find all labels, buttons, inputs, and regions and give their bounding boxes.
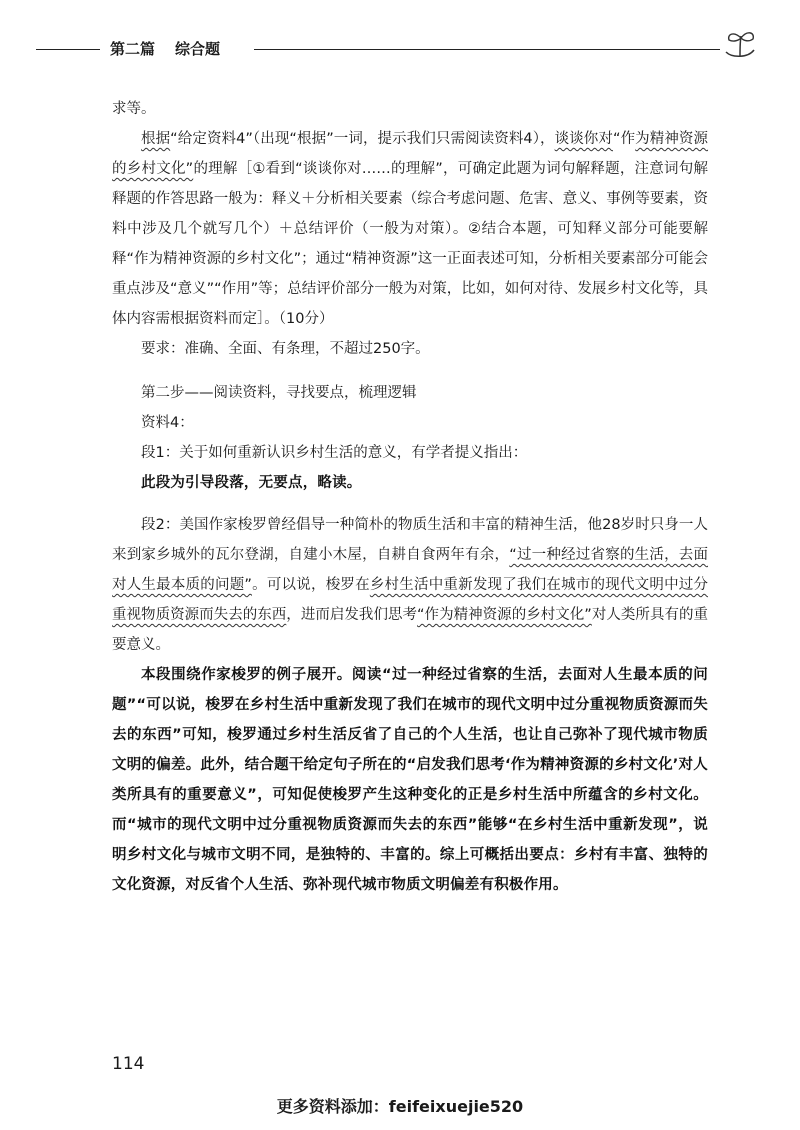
footer-note: 更多资料添加：feifeixuejie520: [276, 1097, 524, 1116]
requirement-paragraph: 要求：准确、全面、有条理，不超过250字。: [141, 341, 430, 357]
step-heading: 第二步——阅读资料，寻找要点，梳理逻辑: [141, 385, 417, 401]
text-run: ，进而启发我们思考: [286, 607, 418, 623]
underlined-phrase: “作为精神资源的乡村文化”: [417, 607, 592, 623]
underlined-phrase: 为精神资源的乡村文化”: [112, 131, 709, 177]
segment-1-note: 此段为引导段落，无要点，略读。: [141, 475, 362, 491]
page-content: [112, 94, 708, 900]
header-part: 第二篇: [110, 40, 156, 58]
segment-1-text: 段1：关于如何重新认识乡村生活的意义，有学者提义指出：: [141, 445, 528, 461]
text-run: “给定资料4”（出现“根据”一词，提示我们只需阅读资料4），: [170, 131, 555, 147]
segment-2-analysis: 本段围绕作家梭罗的例子展开。阅读“过一种经过省察的生活，去面对人生最本质的问题”“可以说，梭罗在乡村生活中重新发现了我们在城市的现代文明中过分重视物质资源而失去的东西”可知，梭罗通过乡村生活反省了自己的个人生活，也让自己弥补了现代城市物质文明的偏差。此外，结合题干给定句子所在的“启发我们思考‘作为精神资源的乡村文化’对人类所具有的重要意义”，可知促使梭罗产生这种变化的正是乡村生活中所蕴含的乡村文化。而“城市的现代文明中过分重视物质资源而失去的东西”能够“在乡村生活中重新发现”，说明乡村文化与城市文明不同，是独特的、丰富的。综上可概括出要点：乡村有丰富、独特的文化资源，对反省个人生活、弥补现代城市物质文明偏差有积极作用。: [112, 667, 708, 893]
header-rule-left: [36, 49, 100, 50]
underlined-phrase: 谈谈你对: [554, 131, 613, 147]
question-paragraph: [112, 124, 708, 334]
segment-2-text: [112, 510, 708, 660]
paragraph-continuation: 求等。: [112, 101, 156, 117]
text-run: 。可以说，梭罗在: [251, 577, 370, 593]
text-run: 对人类所具有的重要意义。: [112, 607, 709, 653]
page-number: 114: [112, 1054, 145, 1074]
header-section: 综合题: [175, 40, 221, 58]
text-run: 段2：美国作家梭罗曾经倡导一种简朴的物质生活和丰富的精神生活，他28岁时只身一人来到家乡城外的瓦尔登湖，自建小木屋，自耕自食两年有余，: [112, 517, 708, 563]
underlined-phrase: 根据: [141, 131, 171, 147]
sprout-icon: [720, 28, 760, 62]
underlined-phrase: “过一种经过省察的生活，去面对人生最本质的问题”: [112, 547, 709, 593]
header-rule-right: [254, 49, 720, 50]
underlined-phrase: 乡村生活中重新发现了我们在城市的现代文明中过分重视物质资源而失去的东西: [112, 577, 709, 623]
material-label: 资料4：: [141, 415, 194, 431]
header-title: [110, 38, 240, 59]
text-run: “作: [612, 131, 636, 147]
running-header: [36, 36, 756, 62]
text-run: 的理解［①看到“谈谈你对……的理解”，可确定此题为词句解释题，注意词句解释题的作答思路一般为：释义＋分析相关要素（综合考虑问题、危害、意义、事例等要素，资料中涉及几个就写几个）＋总结评价（一般为对策）。②结合本题，可知释义部分可能要解释“作为精神资源的乡村文化”；通过“精神资源”这一正面表述可知，分析相关要素部分可能会重点涉及“意义”“作用”等；总结评价部分一般为对策，比如，如何对待、发展乡村文化等，具体内容需根据资料而定］。（10分）: [112, 161, 708, 327]
